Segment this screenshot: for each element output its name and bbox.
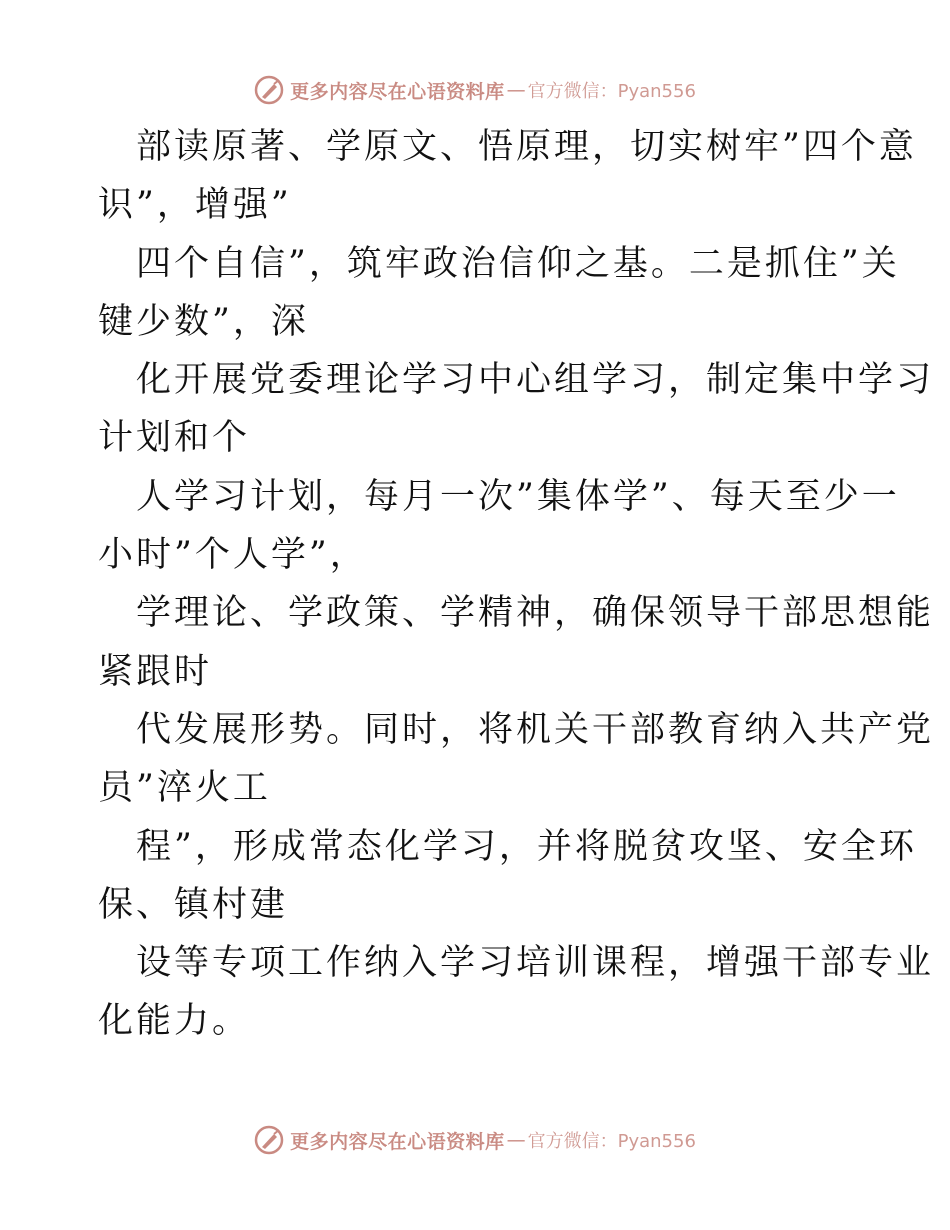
body-line: 化能力。 xyxy=(98,1001,251,1042)
body-line: 代发展形势。同时，将机关干部教育纳入共产党 xyxy=(136,709,935,750)
body-line: 学理论、学政策、学精神，确保领导干部思想能 xyxy=(136,593,935,634)
quill-pen-logo-icon xyxy=(254,75,284,105)
body-line: 紧跟时 xyxy=(98,651,213,692)
body-line: 识”，增强” xyxy=(98,185,292,226)
footer-separator: — xyxy=(506,1129,526,1151)
body-line: 保、镇村建 xyxy=(98,884,289,925)
body-line: 程”，形成常态化学习，并将脱贫攻坚、安全环 xyxy=(136,826,917,867)
footer-promo-text: 更多内容尽在心语资料库 xyxy=(290,1130,505,1153)
quill-pen-logo-icon xyxy=(254,1125,284,1155)
body-line: 部读原著、学原文、悟原理，切实树牢”四个意 xyxy=(136,127,917,167)
footer-contact-text: 官方微信：Pyan556 xyxy=(527,1131,696,1152)
document-body xyxy=(98,118,935,1051)
body-line: 计划和个 xyxy=(98,418,251,459)
body-line: 人学习计划，每月一次”集体学”、每天至少一 xyxy=(136,476,900,517)
body-line: 设等专项工作纳入学习培训课程，增强干部专业 xyxy=(136,943,935,984)
body-line: 键少数”，深 xyxy=(98,301,309,342)
header-contact-text: 官方微信：Pyan556 xyxy=(527,81,696,102)
body-line: 小时”个人学”， xyxy=(98,535,368,576)
body-line: 化开展党委理论学习中心组学习，制定集中学习 xyxy=(136,360,935,401)
header-separator: — xyxy=(506,79,526,101)
body-line: 四个自信”，筑牢政治信仰之基。二是抓住”关 xyxy=(136,243,900,284)
header-promo-text: 更多内容尽在心语资料库 xyxy=(290,80,505,103)
body-line: 员”淬火工 xyxy=(98,768,271,809)
footer-watermark xyxy=(0,1120,950,1160)
header-watermark xyxy=(0,70,950,110)
